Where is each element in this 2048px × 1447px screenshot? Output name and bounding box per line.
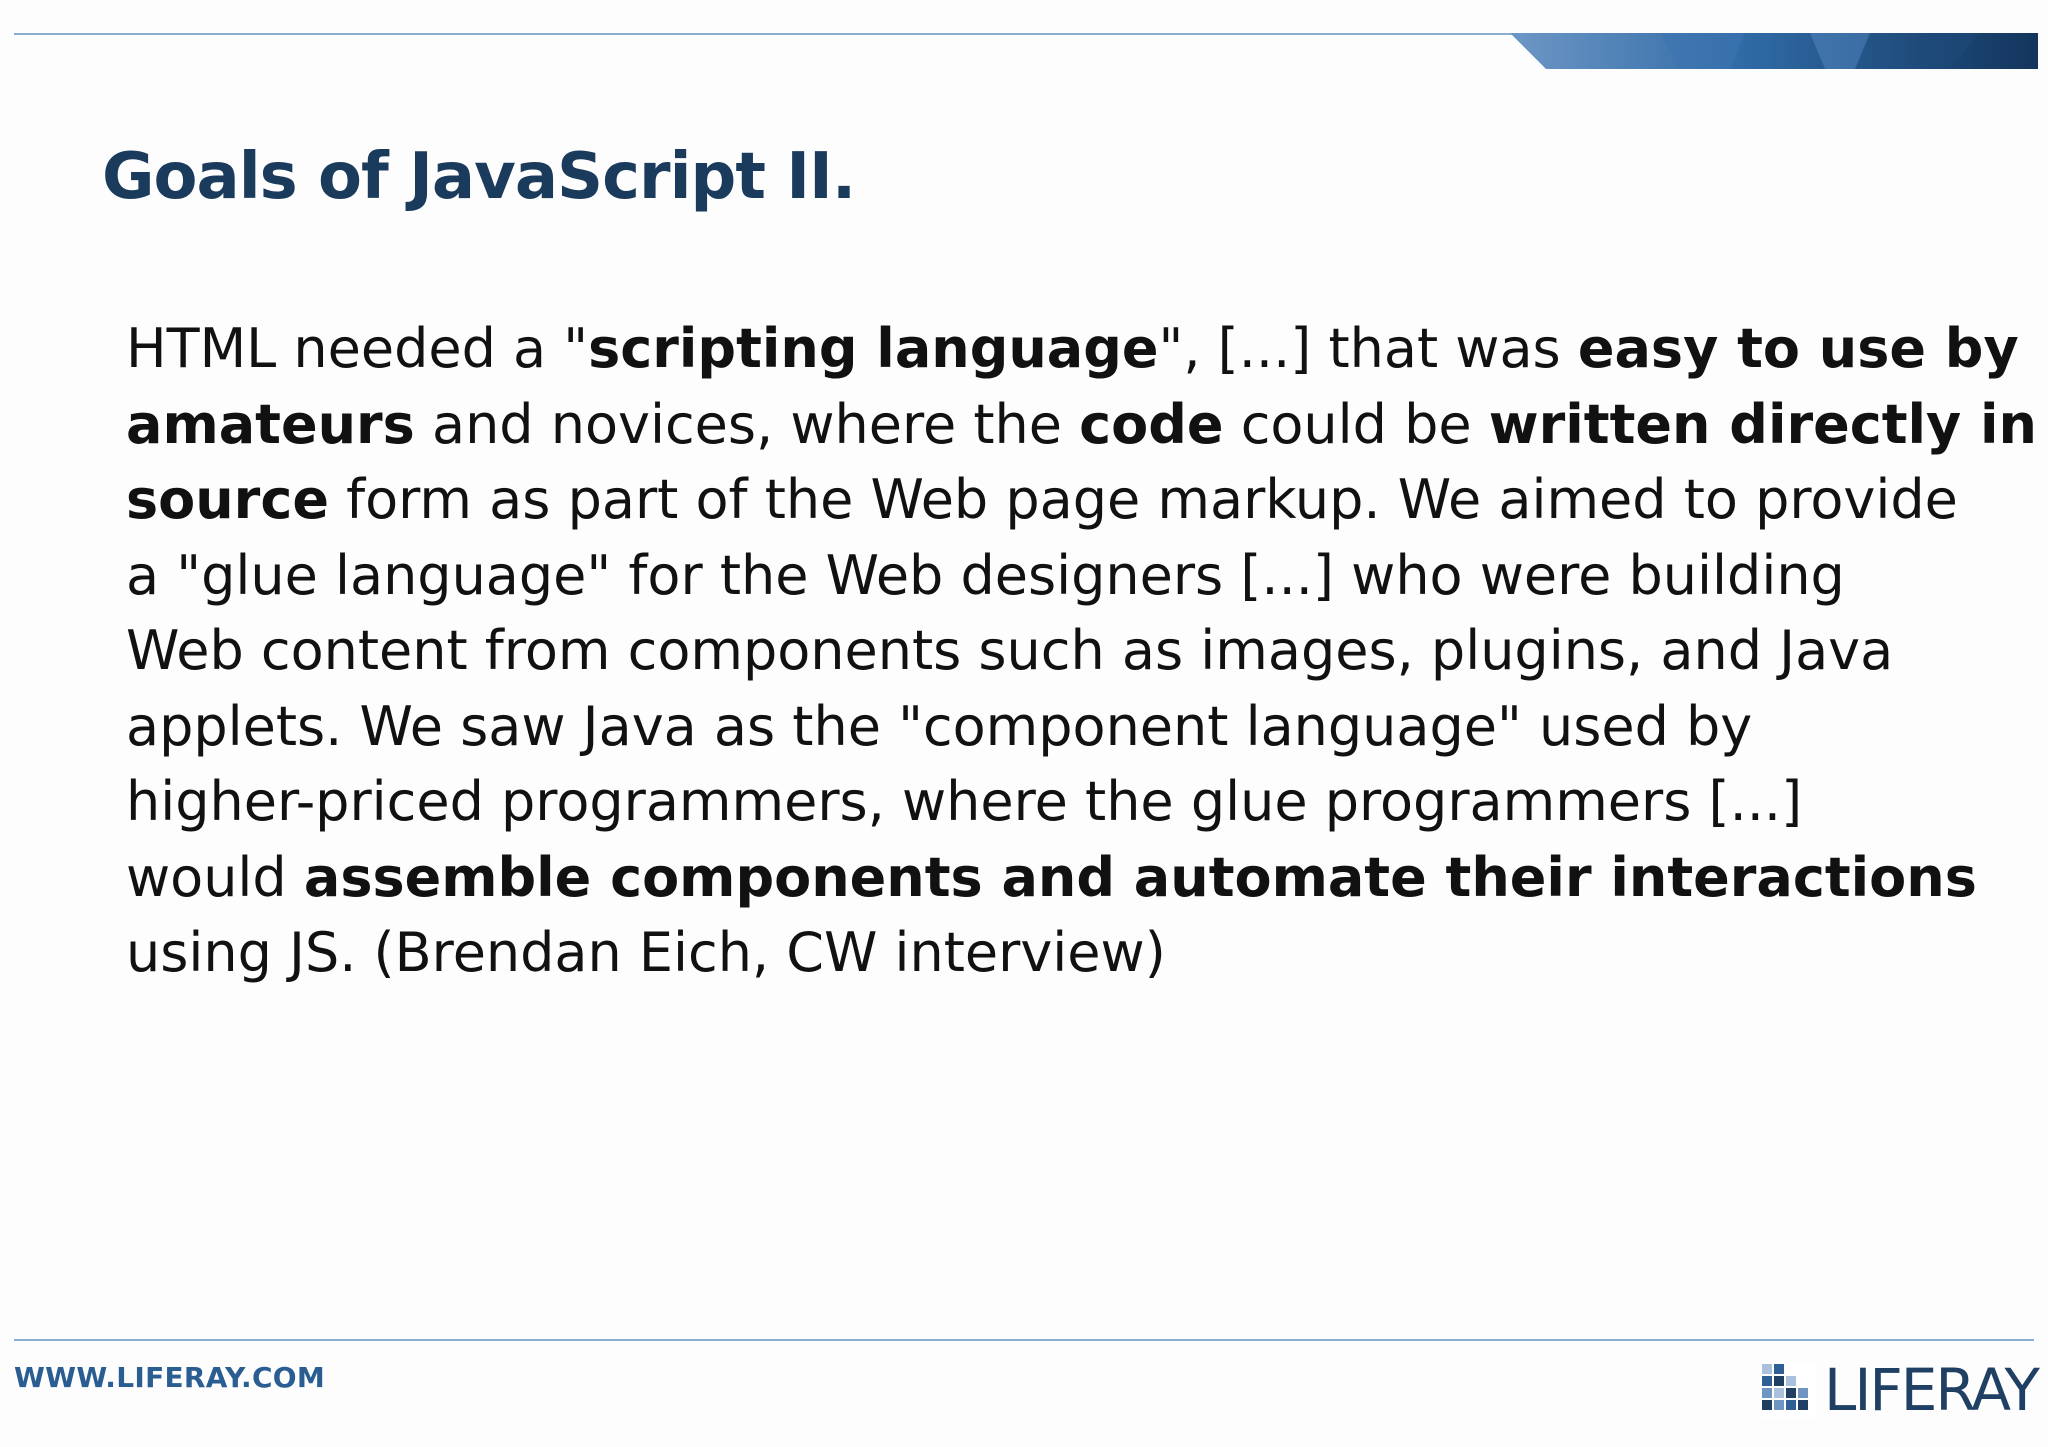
liferay-logo-text: LIFERAY — [1824, 1356, 2038, 1424]
quote-line — [126, 840, 2006, 916]
quote-text: applets. We saw Java as the "component language" used by — [126, 694, 1753, 758]
quote-text: ", [...] that was — [1158, 317, 1578, 380]
quote-text: a "glue language" for the Web designers [...] who were building — [126, 543, 1845, 607]
quote-text: Web content from components such as images, plugins, and Java — [126, 619, 1894, 682]
footer-website-link[interactable]: WWW.LIFERAY.COM — [14, 1361, 326, 1394]
quote-line — [126, 311, 2019, 387]
quote-line — [126, 915, 2006, 991]
liferay-logo — [1760, 1356, 2038, 1424]
top-divider — [14, 33, 1514, 35]
quote-paragraph — [126, 311, 2037, 991]
quote-line — [126, 387, 2037, 463]
quote-line — [126, 538, 2006, 614]
quote-emphasis: source — [126, 468, 329, 531]
quote-text: and novices, where the — [414, 392, 1080, 456]
quote-line — [126, 764, 2006, 840]
header-accent-bar — [1510, 33, 2038, 69]
quote-text: higher-priced programmers, where the glue programmers [...] — [126, 770, 1803, 833]
quote-emphasis: amateurs — [126, 392, 415, 456]
quote-emphasis: easy to use by — [1577, 317, 2019, 380]
quote-text: HTML needed a " — [126, 317, 589, 380]
quote-line — [126, 689, 2006, 765]
footer-divider — [14, 1339, 2034, 1341]
quote-emphasis: assemble components and automate their interactions — [303, 845, 1977, 909]
quote-line — [126, 613, 2006, 689]
quote-emphasis: code — [1079, 392, 1224, 456]
quote-text: would — [126, 845, 304, 909]
quote-text: could be — [1223, 392, 1489, 456]
quote-text: form as part of the Web page markup. We aimed to provide — [328, 468, 1958, 531]
quote-line — [126, 462, 2006, 538]
liferay-logo-icon — [1760, 1362, 1816, 1418]
slide-title: Goals of JavaScript II. — [102, 140, 856, 214]
quote-text: using JS. (Brendan Eich, CW interview) — [126, 921, 1166, 984]
quote-emphasis: scripting language — [588, 317, 1159, 380]
quote-emphasis: written directly in — [1488, 392, 2037, 456]
